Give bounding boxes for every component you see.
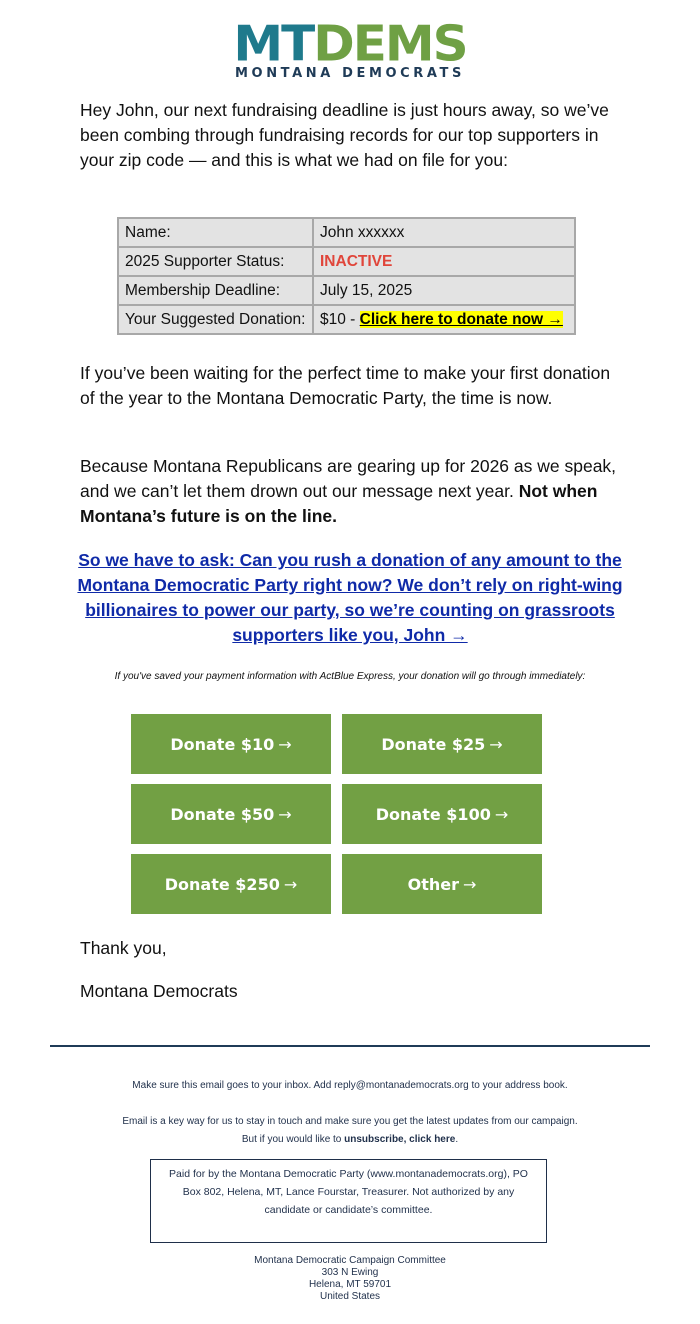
donate-now-link[interactable]: Click here to donate now →	[359, 310, 563, 328]
arrow-right-icon: →	[462, 874, 477, 894]
donate-100-button[interactable]	[342, 784, 542, 844]
supporter-record-table	[117, 217, 576, 335]
deadline-value: July 15, 2025	[314, 277, 574, 304]
donate-50-label: Donate $50	[170, 804, 275, 824]
logo-dems: DEMS	[313, 15, 467, 73]
table-row	[119, 219, 574, 246]
signature-text: Montana Democrats	[80, 981, 238, 1001]
mailing-address	[0, 1255, 700, 1303]
donate-10-label: Donate $10	[170, 734, 275, 754]
donate-other-button[interactable]	[342, 854, 542, 914]
donate-10-button[interactable]	[131, 714, 331, 774]
arrow-right-icon: →	[489, 734, 503, 754]
actblue-note: If you've saved your payment information with ActBlue Express, your donation will go through immediately:	[114, 671, 586, 682]
donation-label: Your Suggested Donation:	[119, 306, 312, 333]
name-label: Name:	[119, 219, 312, 246]
status-label: 2025 Supporter Status:	[119, 248, 312, 275]
table-row	[119, 306, 574, 333]
arrow-right-icon: →	[283, 874, 298, 894]
unsubscribe-suffix: .	[455, 1134, 459, 1145]
status-value-cell	[314, 248, 574, 275]
intro-paragraph: Hey John, our next fundraising deadline is just hours away, so we’ve been combing through fundraising records for our top supporters in your zip code — and this is what we had on file for you:	[80, 100, 609, 170]
table-row	[119, 248, 574, 275]
donation-amount: $10 -	[320, 310, 356, 328]
republicans-bold-text: Not when Montana’s future is on the line.	[80, 481, 598, 526]
waiting-paragraph: If you’ve been waiting for the perfect time to make your first donation of the year to the Montana Democratic Party, the time is now.	[80, 363, 611, 408]
republicans-paragraph	[80, 454, 625, 529]
inbox-note: Make sure this email goes to your inbox. Add reply@montanademocrats.org to your address book.	[132, 1080, 568, 1091]
key-way-note: Email is a key way for us to stay in touch and make sure you get the latest updates from our campaign.	[122, 1116, 578, 1127]
logo	[0, 15, 700, 81]
status-badge: INACTIVE	[320, 252, 393, 270]
logo-mt: MT	[233, 15, 314, 73]
name-value: John xxxxxx	[314, 219, 574, 246]
republicans-text: Because Montana Republicans are gearing up for 2026 as we speak, and we can’t let them drown out our message next year.	[80, 456, 617, 501]
arrow-right-icon: →	[494, 804, 509, 824]
table-row	[119, 277, 574, 304]
logo-wordmark	[233, 15, 467, 73]
donation-value-cell	[314, 306, 574, 333]
address-country: United States	[319, 1291, 381, 1302]
donate-25-button[interactable]	[342, 714, 542, 774]
unsubscribe-prefix: But if you would like to	[241, 1134, 342, 1145]
unsubscribe-link[interactable]: unsubscribe, click here	[344, 1134, 456, 1145]
address-org: Montana Democratic Campaign Committee	[254, 1255, 446, 1266]
address-street: 303 N Ewing	[321, 1267, 379, 1278]
donate-250-label: Donate $250	[164, 874, 280, 894]
deadline-label: Membership Deadline:	[119, 277, 312, 304]
donate-100-label: Donate $100	[375, 804, 491, 824]
paid-for-disclaimer: Paid for by the Montana Democratic Party (www.montanademocrats.org), PO Box 802, Helena, MT, Lance Fourstar, Treasurer. Not authorized by any candidate or candidate’s committee.	[150, 1159, 547, 1243]
thanks-text: Thank you,	[80, 938, 167, 958]
donate-250-button[interactable]	[131, 854, 331, 914]
footer-divider	[50, 1045, 650, 1047]
arrow-right-icon: →	[278, 804, 292, 824]
logo-subtitle: MONTANA DEMOCRATS	[235, 66, 465, 81]
unsubscribe-line	[0, 1134, 700, 1145]
address-city: Helena, MT 59701	[308, 1279, 392, 1290]
donate-25-label: Donate $25	[381, 734, 486, 754]
donate-other-label: Other	[407, 874, 459, 894]
donate-50-button[interactable]	[131, 784, 331, 844]
arrow-right-icon: →	[278, 734, 292, 754]
donation-ask-link[interactable]: So we have to ask: Can you rush a donation of any amount to the Montana Democratic Party right now? We don’t rely on right-wing billionaires to power our party, so we’re counting on grassroots supporters like you, John →	[77, 550, 623, 645]
